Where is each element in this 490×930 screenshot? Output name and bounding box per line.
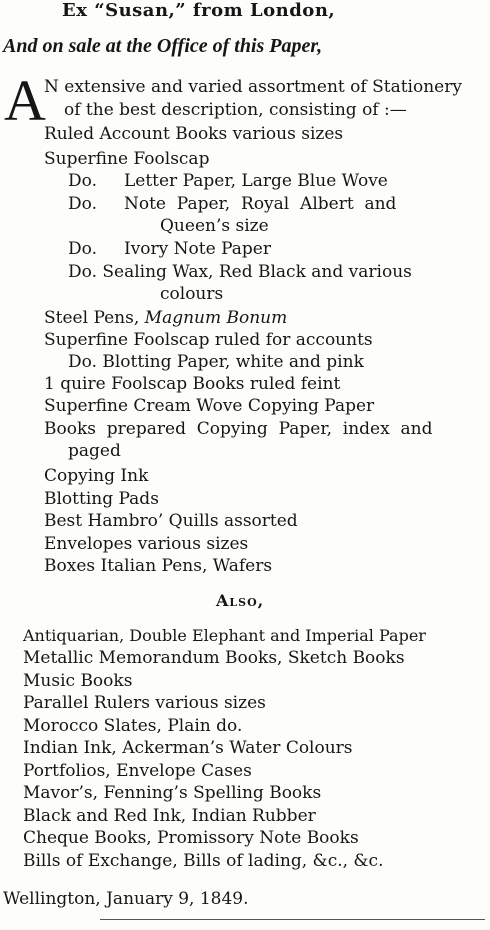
list-item: Copying Ink bbox=[44, 466, 149, 486]
list-item: Envelopes various sizes bbox=[44, 534, 249, 554]
list-item: Do. Sealing Wax, Red Black and various bbox=[68, 262, 412, 282]
list-item: Do. Blotting Paper, white and pink bbox=[68, 352, 364, 372]
also-item: Antiquarian, Double Elephant and Imperial Paper bbox=[23, 626, 426, 645]
intro-line-2: of the best description, consisting of :— bbox=[64, 100, 407, 120]
list-item: Superfine Foolscap bbox=[44, 149, 210, 169]
also-heading: Also, bbox=[216, 591, 265, 610]
list-item: Do. Letter Paper, Large Blue Wove bbox=[68, 171, 388, 191]
ship-heading: Ex “Susan,” from London, bbox=[62, 0, 336, 21]
list-item: Do. Note Paper, Royal Albert and bbox=[68, 194, 397, 214]
also-item: Black and Red Ink, Indian Rubber bbox=[23, 806, 316, 826]
drop-cap: A bbox=[4, 68, 46, 133]
list-item: Blotting Pads bbox=[44, 489, 159, 509]
also-item: Parallel Rulers various sizes bbox=[23, 693, 266, 713]
list-item: Queen’s size bbox=[160, 216, 269, 236]
sale-heading: And on sale at the Office of this Paper, bbox=[3, 35, 323, 57]
bottom-rule bbox=[100, 919, 485, 920]
list-item: 1 quire Foolscap Books ruled feint bbox=[44, 374, 341, 394]
also-item: Morocco Slates, Plain do. bbox=[23, 716, 243, 736]
list-item: Superfine Foolscap ruled for accounts bbox=[44, 330, 373, 350]
list-item bbox=[44, 307, 287, 329]
also-item: Mavor’s, Fenning’s Spelling Books bbox=[23, 783, 322, 803]
list-item-text: Steel Pens, bbox=[44, 308, 145, 328]
also-item: Portfolios, Envelope Cases bbox=[23, 761, 252, 781]
also-item: Cheque Books, Promissory Note Books bbox=[23, 828, 359, 848]
also-item: Bills of Exchange, Bills of lading, &c., &c. bbox=[23, 851, 384, 871]
intro-line-1: N extensive and varied assortment of Stationery bbox=[44, 77, 462, 97]
list-item: Ruled Account Books various sizes bbox=[44, 124, 344, 144]
list-item: Superfine Cream Wove Copying Paper bbox=[44, 396, 375, 416]
also-item: Indian Ink, Ackerman’s Water Colours bbox=[23, 738, 353, 758]
also-item: Metallic Memorandum Books, Sketch Books bbox=[23, 648, 405, 668]
dateline: Wellington, January 9, 1849. bbox=[3, 889, 249, 909]
list-item: paged bbox=[68, 441, 121, 461]
list-item: Books prepared Copying Paper, index and bbox=[44, 419, 433, 439]
list-item: Do. Ivory Note Paper bbox=[68, 239, 271, 259]
list-item-italic: Magnum Bonum bbox=[144, 308, 288, 328]
list-item: Boxes Italian Pens, Wafers bbox=[44, 556, 273, 576]
list-item: Best Hambro’ Quills assorted bbox=[44, 511, 298, 531]
list-item: colours bbox=[160, 284, 224, 304]
also-item: Music Books bbox=[23, 671, 133, 691]
